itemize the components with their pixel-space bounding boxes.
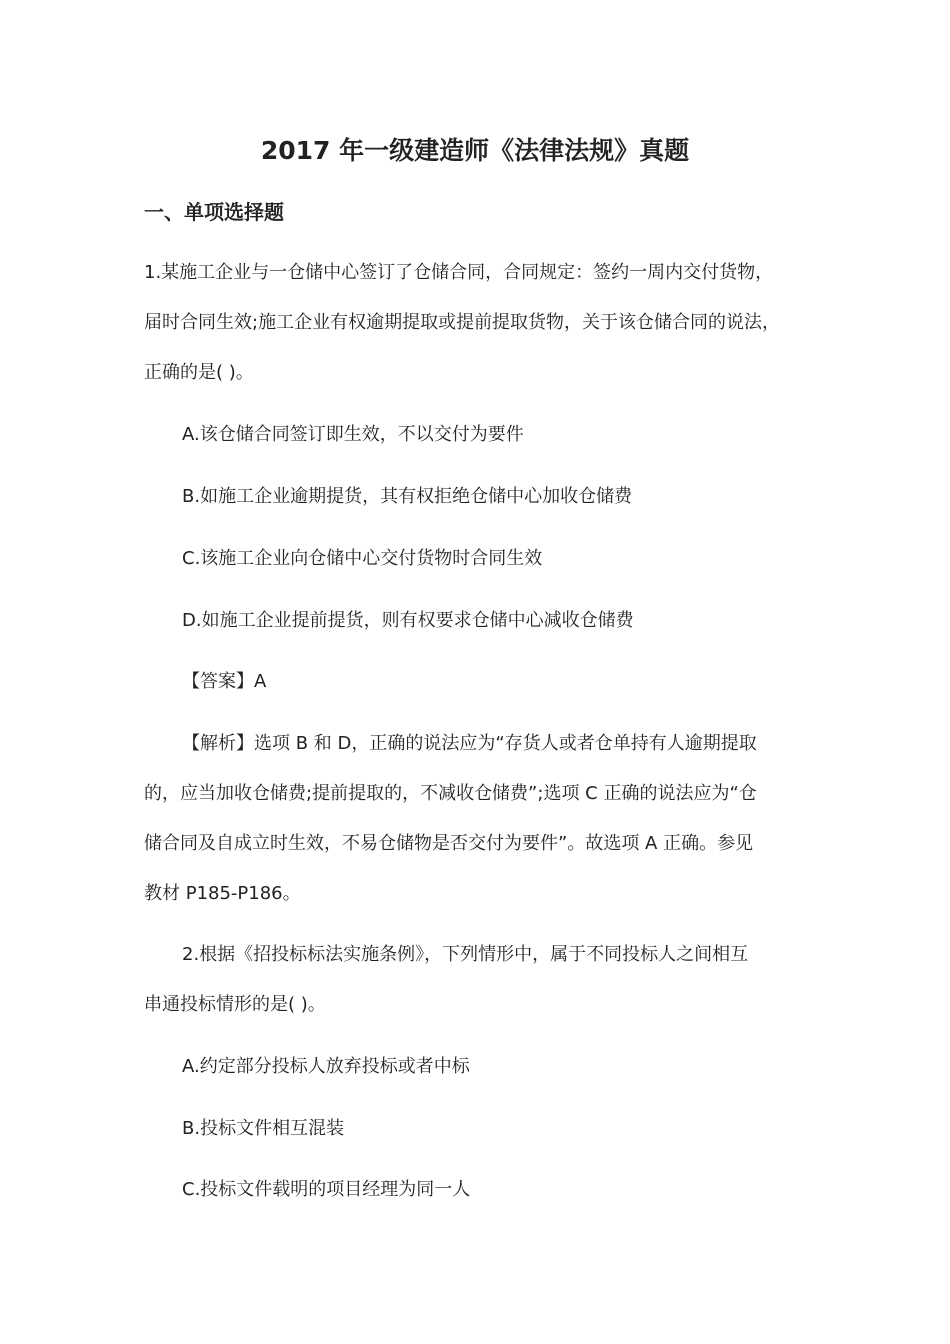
question-2-option-b: B.投标文件相互混装 xyxy=(182,1118,345,1139)
question-2-option-c: C.投标文件载明的项目经理为同一人 xyxy=(182,1179,471,1200)
question-1-answer: 【答案】A xyxy=(182,671,267,692)
question-2-stem xyxy=(144,930,814,1030)
analysis-line: 教材 P185-P186。 xyxy=(144,883,301,904)
question-2-stem-line: 2.根据《招投标标法实施条例》，下列情形中，属于不同投标人之间相互 xyxy=(182,944,749,965)
question-1-stem xyxy=(144,248,814,398)
section-heading: 一、单项选择题 xyxy=(144,200,284,224)
page-title: 2017 年一级建造师《法律法规》真题 xyxy=(260,136,690,165)
question-1-option-c: C.该施工企业向仓储中心交付货物时合同生效 xyxy=(182,548,543,569)
question-1-stem-line: 1.某施工企业与一仓储中心签订了仓储合同，合同规定：签约一周内交付货物， xyxy=(144,262,774,283)
question-1-option-a: A.该仓储合同签订即生效，不以交付为要件 xyxy=(182,424,524,445)
question-1-option-d: D.如施工企业提前提货，则有权要求仓储中心减收仓储费 xyxy=(182,610,634,631)
question-1-option-b: B.如施工企业逾期提货，其有权拒绝仓储中心加收仓储费 xyxy=(182,486,633,507)
question-2-option-a: A.约定部分投标人放弃投标或者中标 xyxy=(182,1056,470,1077)
analysis-line: 【解析】选项 B 和 D，正确的说法应为“存货人或者仓单持有人逾期提取 xyxy=(182,733,757,754)
analysis-line: 储合同及自成立时生效，不易仓储物是否交付为要件”。故选项 A 正确。参见 xyxy=(144,833,754,854)
question-1-stem-line: 正确的是( )。 xyxy=(144,362,254,383)
question-1-analysis xyxy=(144,719,814,919)
question-2-stem-line: 串通投标情形的是( )。 xyxy=(144,994,326,1015)
question-1-stem-line: 届时合同生效;施工企业有权逾期提取或提前提取货物，关于该仓储合同的说法， xyxy=(144,312,781,333)
analysis-line: 的，应当加收仓储费;提前提取的，不减收仓储费”;选项 C 正确的说法应为“仓 xyxy=(144,783,757,804)
